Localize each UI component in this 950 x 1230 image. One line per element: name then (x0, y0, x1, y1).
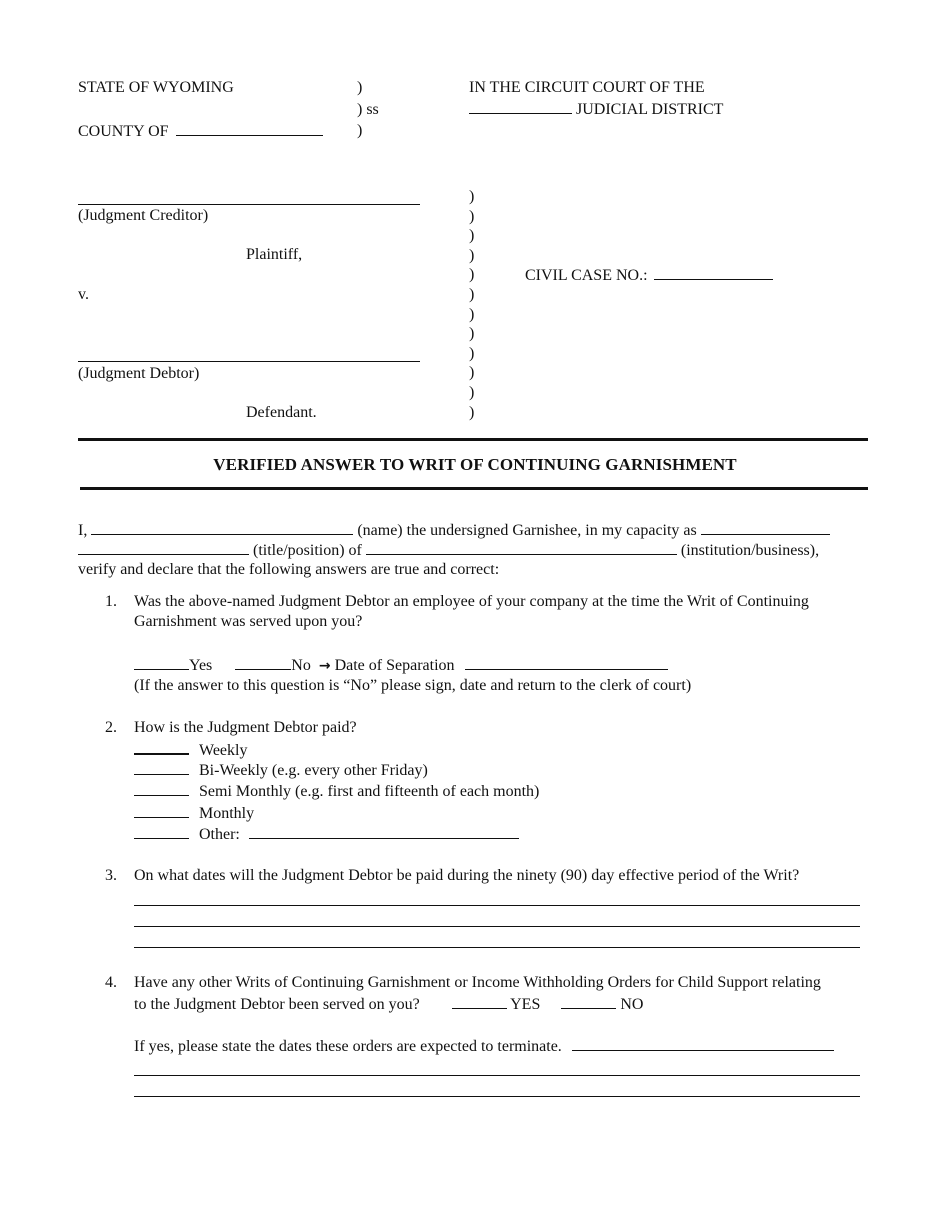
q4-yes-label: YES (510, 996, 541, 1013)
q1-note: (If the answer to this question is “No” please sign, date and return to the clerk of court) (134, 677, 692, 694)
monthly-field[interactable] (134, 805, 189, 818)
judicial-district-label: JUDICIAL DISTRICT (576, 101, 724, 118)
title-position-field[interactable] (78, 542, 249, 555)
case-number-field[interactable] (654, 267, 773, 280)
q3-text: On what dates will the Judgment Debtor be paid during the ninety (90) day effective period of the Writ? (134, 867, 800, 884)
paren: ) (469, 344, 475, 362)
ss-label: ) ss (357, 101, 379, 118)
q1-yes-label: Yes (189, 657, 213, 674)
separation-date-field[interactable] (465, 657, 668, 670)
q4-yes-field[interactable] (452, 996, 507, 1009)
other-field[interactable] (134, 826, 189, 839)
case-number-label: CIVIL CASE NO.: (525, 267, 648, 284)
pay-option-semimonthly (134, 783, 539, 800)
q2-text: How is the Judgment Debtor paid? (134, 719, 357, 736)
intro-title-label: (title/position) of (253, 542, 362, 559)
paren: ) (469, 246, 475, 264)
ss-paren-1: ) (357, 79, 363, 96)
q1-no-label: No (291, 657, 311, 674)
q4-no-field[interactable] (561, 996, 616, 1009)
biweekly-label: Bi-Weekly (e.g. every other Friday) (199, 762, 428, 779)
q4-termination-field[interactable] (572, 1038, 834, 1051)
pay-option-monthly (134, 805, 254, 822)
institution-field[interactable] (366, 542, 677, 555)
paren: ) (469, 227, 475, 245)
document-title: VERIFIED ANSWER TO WRIT OF CONTINUING GARNISHMENT (213, 455, 737, 474)
q4-text-line-2: to the Judgment Debtor been served on you? (134, 996, 420, 1013)
q3-number: 3. (105, 867, 117, 884)
creditor-label: (Judgment Creditor) (78, 207, 209, 224)
versus-label: v. (78, 286, 89, 303)
court-line-1: IN THE CIRCUIT COURT OF THE (469, 79, 705, 96)
q1-text-line-1: Was the above-named Judgment Debtor an employee of your company at the time the Writ of Continuing (134, 593, 809, 610)
q4-no-label: NO (620, 996, 644, 1013)
q4-followup-row (134, 1038, 834, 1055)
q4-number: 4. (105, 974, 117, 991)
capacity-field[interactable] (701, 522, 830, 535)
county-field[interactable] (176, 123, 323, 136)
q1-number: 1. (105, 593, 117, 610)
intro-line-1 (78, 522, 830, 539)
q4-followup: If yes, please state the dates these orders are expected to terminate. (134, 1038, 562, 1055)
q4-answer-line-2[interactable] (134, 1096, 860, 1097)
paren: ) (469, 285, 475, 303)
pay-option-other (134, 826, 519, 843)
q3-answer-line-3[interactable] (134, 947, 860, 948)
q1-separation-label: Date of Separation (334, 657, 455, 674)
q1-answer-row (134, 657, 668, 674)
paren: ) (469, 266, 475, 284)
q4-answer-line-1[interactable] (134, 1075, 860, 1076)
paren: ) (469, 383, 475, 401)
court-line-2 (469, 101, 723, 118)
paren: ) (469, 364, 475, 382)
semimonthly-field[interactable] (134, 783, 189, 796)
paren: ) (469, 403, 475, 421)
intro-name-label: (name) the undersigned Garnishee, in my capacity as (357, 522, 697, 539)
weekly-label: Weekly (199, 742, 248, 759)
q3-answer-line-2[interactable] (134, 926, 860, 927)
q1-no-field[interactable] (235, 657, 291, 670)
q1-text-line-2: Garnishment was served upon you? (134, 613, 363, 630)
intro-i: I, (78, 522, 88, 539)
title-rule-bottom (80, 487, 868, 490)
ss-paren-3: ) (357, 122, 363, 139)
creditor-name-field[interactable] (78, 204, 420, 205)
paren: ) (469, 207, 475, 225)
debtor-name-field[interactable] (78, 361, 420, 362)
other-specify-field[interactable] (249, 826, 519, 839)
pay-option-weekly (134, 741, 247, 759)
paren: ) (469, 325, 475, 343)
q4-text-line-1: Have any other Writs of Continuing Garnishment or Income Withholding Orders for Child Support relating (134, 974, 821, 991)
case-number (525, 267, 773, 284)
other-label: Other: (199, 826, 240, 843)
q4-text-line-2-row (134, 996, 643, 1013)
paren: ) (469, 305, 475, 323)
debtor-label: (Judgment Debtor) (78, 365, 200, 382)
judicial-district-field[interactable] (469, 101, 572, 114)
title-rule-top (78, 438, 868, 441)
arrow-icon: → (318, 658, 331, 674)
q2-number: 2. (105, 719, 117, 736)
paren-column (469, 187, 474, 422)
intro-institution-label: (institution/business), (680, 542, 820, 559)
intro-verify: verify and declare that the following answers are true and correct: (78, 561, 500, 578)
garnishee-name-field[interactable] (91, 522, 353, 535)
state-label: STATE OF WYOMING (78, 79, 234, 96)
plaintiff-label: Plaintiff, (246, 246, 303, 263)
intro-line-2 (78, 542, 819, 559)
q3-answer-line-1[interactable] (134, 905, 860, 906)
q1-yes-field[interactable] (134, 657, 189, 670)
paren: ) (469, 188, 475, 205)
county-label-text: COUNTY OF (78, 123, 169, 140)
biweekly-field[interactable] (134, 762, 189, 775)
pay-option-biweekly (134, 762, 428, 779)
monthly-label: Monthly (199, 805, 255, 822)
county-label (78, 123, 323, 140)
defendant-label: Defendant. (246, 404, 317, 421)
semimonthly-label: Semi Monthly (e.g. first and fifteenth of each month) (199, 783, 540, 800)
weekly-field[interactable] (134, 741, 189, 755)
